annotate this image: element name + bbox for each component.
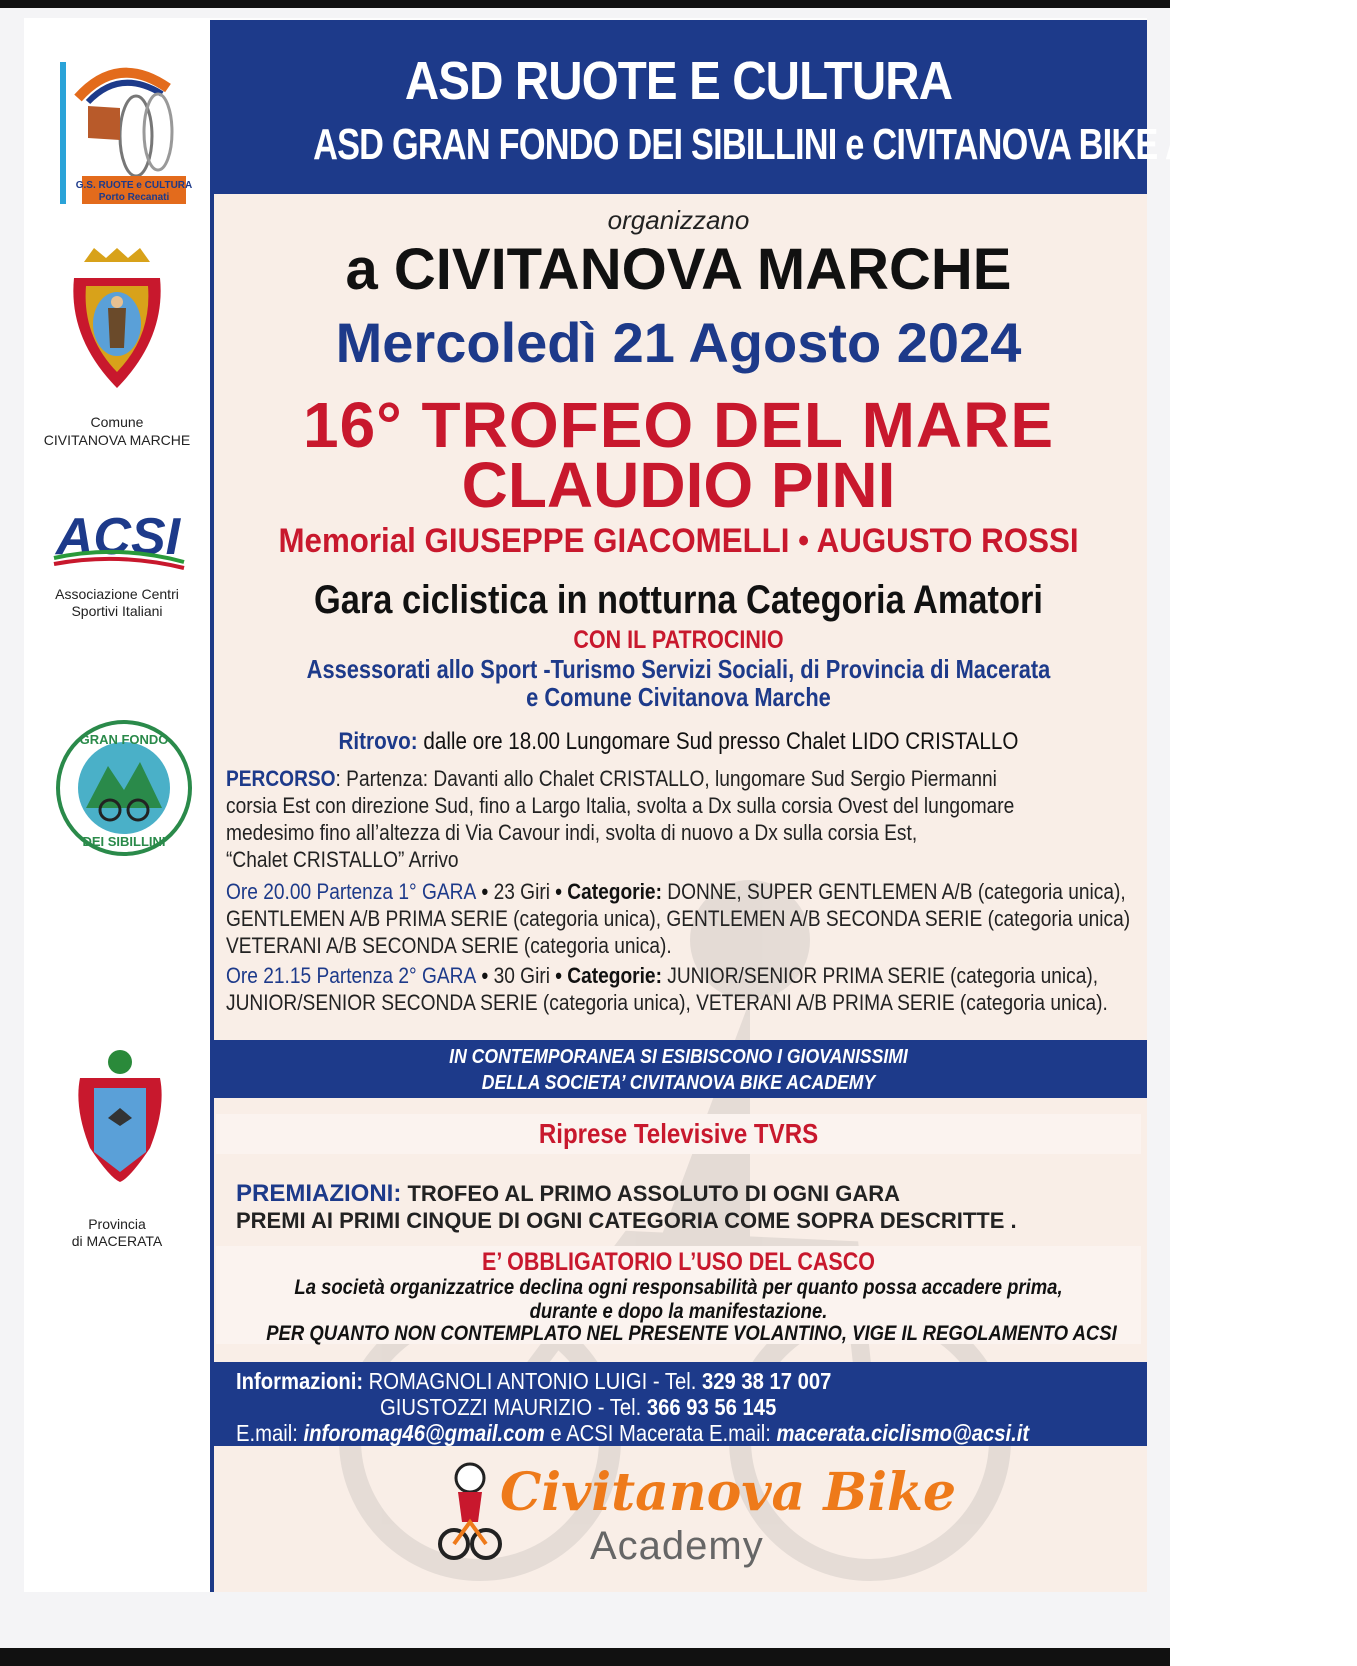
memorial-line: Memorial GIUSEPPE GIACOMELLI • AUGUSTO ROSSI (278, 522, 1079, 560)
disclaimer-line-3: PER QUANTO NON CONTEMPLATO NEL PRESENTE VOLANTINO, VIGE IL REGOLAMENTO ACSI (266, 1322, 1117, 1345)
contact2-name: GIUSTOZZI MAURIZIO - Tel. (380, 1394, 647, 1420)
email-1-link[interactable]: inforomag46@gmail.com (303, 1420, 545, 1446)
info-label: Informazioni: (236, 1368, 364, 1394)
info-band (210, 1362, 1147, 1446)
contact1-phone: 329 38 17 007 (701, 1368, 832, 1394)
bike-academy-mascot-icon (440, 1462, 500, 1562)
gara2-start: Ore 21.15 Partenza 2° GARA (226, 963, 477, 988)
percorso-label: PERCORSO (226, 766, 336, 791)
gara1-start: Ore 20.00 Partenza 1° GARA (226, 879, 477, 904)
acsi-caption-2: Sportivi Italiani (71, 603, 163, 619)
gara2-giri: 30 Giri (493, 963, 550, 988)
patrocinio-label: CON IL PATROCINIO (573, 626, 784, 654)
info-line-3 (236, 1420, 1029, 1447)
organizer-title: ASD RUOTE E CULTURA (404, 51, 953, 111)
gara1-line-3: VETERANI A/B SECONDA SERIE (categoria unica). (226, 933, 672, 958)
premiazioni-text-1: TROFEO AL PRIMO ASSOLUTO DI OGNI GARA (401, 1181, 901, 1206)
percorso-text-1: : Partenza: Davanti allo Chalet CRISTALLO, lungomare Sud Sergio Piermanni (335, 766, 997, 791)
comune-caption-2: CIVITANOVA MARCHE (43, 432, 191, 448)
bottom-bar (0, 1648, 1170, 1666)
premiazioni-label: PREMIAZIONI: (236, 1180, 402, 1207)
contact1-name: ROMAGNOLI ANTONIO LUIGI - Tel. (363, 1368, 702, 1394)
civitanova-crest-icon (64, 248, 170, 398)
acsi-logo-text: ACSI (55, 508, 181, 566)
ruote-cultura-logo (58, 58, 193, 208)
gara1-line-1 (226, 878, 1126, 905)
gara1-line-2: GENTLEMEN A/B PRIMA SERIE (categoria unica), GENTLEMEN A/B SECONDA SERIE (categoria unica) (226, 906, 1131, 931)
gara1-cat-label: Categorie: (567, 879, 662, 904)
logo-column (24, 18, 210, 1592)
bike-academy-name: Civitanova Bike (500, 1462, 957, 1523)
percorso-line-3: medesimo fino all’altezza di Via Cavour indi, svolta di nuovo a Dx sulla corsia Est, (226, 820, 918, 845)
top-bar (0, 0, 1170, 8)
provincia-caption-2: di MACERATA (71, 1233, 163, 1249)
granfondo-sibillini-logo (54, 718, 194, 858)
gara1-sep-2: • (549, 879, 568, 904)
granfondo-logo-bottom-text: DEI SIBILLINI (82, 834, 166, 849)
percorso-line-1 (226, 765, 1009, 792)
disclaimer-line-1: La società organizzatrice declina ogni responsabilità per quanto possa accadere prima, (294, 1276, 1063, 1299)
email-label: E.mail: (236, 1420, 304, 1446)
gara2-sep-2: • (549, 963, 568, 988)
trophy-name: CLAUDIO PINI (461, 449, 896, 521)
gara1-section (226, 878, 1131, 959)
assessorati-line-2: e Comune Civitanova Marche (526, 682, 831, 712)
premiazioni-line-1 (236, 1180, 900, 1208)
casco-title: E’ OBBLIGATORIO L’USO DEL CASCO (481, 1248, 876, 1276)
trophy-title: 16° TROFEO DEL MARE (302, 389, 1055, 461)
disclaimer-line-2: durante e dopo la manifestazione. (529, 1300, 828, 1323)
gara2-section (226, 962, 1126, 1016)
gara2-sep-1: • (476, 963, 494, 988)
premiazioni-line-2: PREMI AI PRIMI CINQUE DI OGNI CATEGORIA COME SOPRA DESCRITTE . (236, 1208, 1017, 1233)
giovanissimi-line-1: IN CONTEMPORANEA SI ESIBISCONO I GIOVANISSIMI (449, 1046, 908, 1068)
riprese-televisive: Riprese Televisive TVRS (538, 1118, 819, 1149)
gara2-cat-label: Categorie: (567, 963, 662, 988)
ritrovo-line (276, 728, 1082, 756)
organizer-subtitle: ASD GRAN FONDO DEI SIBILLINI e CIVITANOVA BIKE ACCADEMY (313, 120, 1357, 169)
acsi-logo (48, 508, 188, 578)
percorso-section (226, 765, 1126, 873)
bike-academy-sub: Academy (590, 1524, 764, 1568)
gara2-line-1 (226, 962, 1099, 989)
ritrovo-text: dalle ore 18.00 Lungomare Sud presso Chalet LIDO CRISTALLO (417, 728, 1019, 755)
provincia-caption-1: Provincia (88, 1216, 146, 1232)
gara1-cat-1: DONNE, SUPER GENTLEMEN A/B (categoria unica), (661, 879, 1126, 904)
acsi-caption-1: Associazione Centri (55, 586, 179, 602)
gara1-sep-1: • (476, 879, 494, 904)
header-band (210, 20, 1357, 194)
email-2-link[interactable]: macerata.ciclismo@acsi.it (776, 1420, 1030, 1446)
provincia-crest-icon (70, 1048, 170, 1188)
giovanissimi-band (210, 1040, 1147, 1098)
granfondo-logo-top-text: GRAN FONDO (79, 732, 169, 747)
event-date: Mercoledì 21 Agosto 2024 (335, 311, 1022, 374)
comune-caption-1: Comune (90, 414, 144, 430)
email-mid-text: e ACSI Macerata E.mail: (544, 1420, 777, 1446)
giovanissimi-line-2: DELLA SOCIETA’ CIVITANOVA BIKE ACADEMY (481, 1072, 876, 1094)
ruote-logo-text-2: Porto Recanati (98, 192, 170, 203)
info-line-1 (236, 1368, 831, 1395)
gara2-cat-1: JUNIOR/SENIOR PRIMA SERIE (categoria unica), (661, 963, 1099, 988)
gara1-giri: 23 Giri (493, 879, 550, 904)
percorso-line-4: “Chalet CRISTALLO” Arrivo (226, 847, 459, 872)
city-title: a CIVITANOVA MARCHE (345, 237, 1012, 302)
ritrovo-label: Ritrovo: (338, 728, 418, 755)
race-subtitle: Gara ciclistica in notturna Categoria Amatori (314, 578, 1043, 622)
info-line-2 (380, 1394, 776, 1421)
assessorati-line-1: Assessorati allo Sport -Turismo Servizi Sociali, di Provincia di Macerata (306, 654, 1051, 684)
contact2-phone: 366 93 56 145 (646, 1394, 777, 1420)
ruote-logo-text-1: G.S. RUOTE e CULTURA (75, 180, 193, 191)
percorso-line-2: corsia Est con direzione Sud, fino a Largo Italia, svolta a Dx sulla corsia Ovest del lungomare (226, 793, 1015, 818)
organizzano-text: organizzano (607, 205, 750, 235)
gara2-line-2: JUNIOR/SENIOR SECONDA SERIE (categoria unica), VETERANI A/B PRIMA SERIE (categoria unica). (226, 990, 1108, 1015)
